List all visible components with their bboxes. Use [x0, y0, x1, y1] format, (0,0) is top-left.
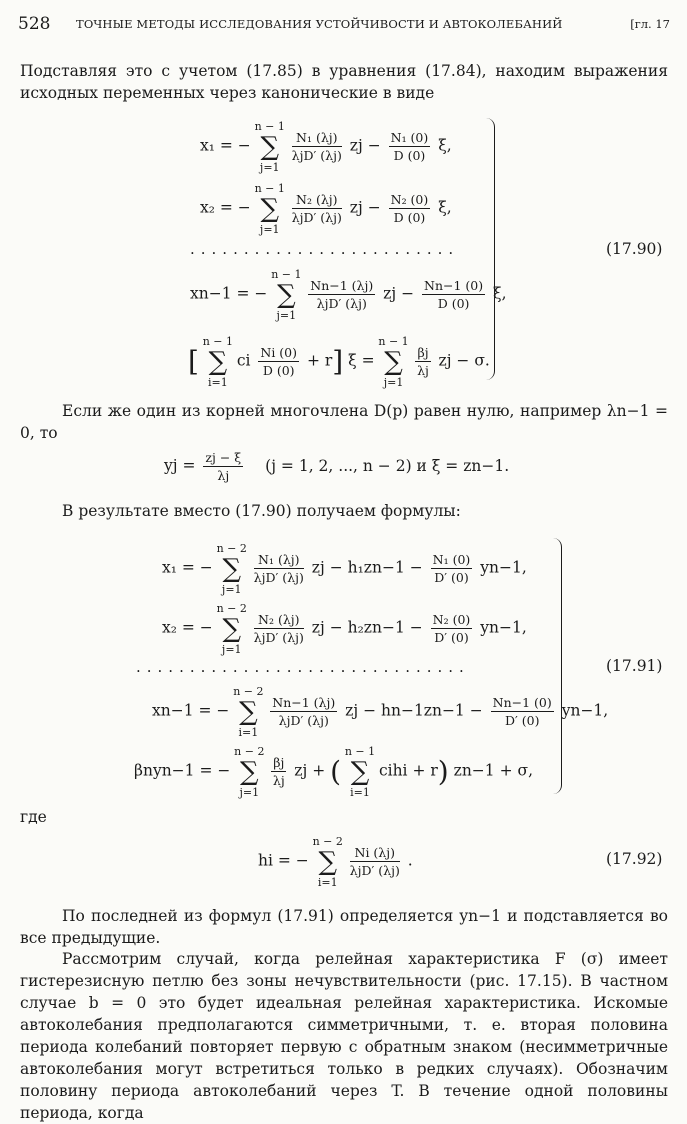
ellipsis-row: ......................... — [190, 240, 460, 258]
equation-beta-n: βnyn−1 = − n − 2 ∑ j=1 $\frac{\beta j}{\lambda j}$ zj + ( n − 1 ∑ i=1 cihi + r) zn−1 + σ, — [134, 744, 534, 799]
word-where: где — [20, 808, 47, 826]
equation-xn1-b: xn−1 = − n − 2 ∑ i=1 $\frac{Nn-1 (\lambda j)}{\text{λjD′ (λj)}}$ zj − hn−1zn−1 − $\frac{Nn-1 (0)}{D' (0)}$ yn−1, — [152, 684, 609, 739]
running-title: ТОЧНЫЕ МЕТОДЫ ИССЛЕДОВАНИЯ УСТОЙЧИВОСТИ И АВТОКОЛЕБАНИЙ — [76, 17, 563, 31]
equation-x2-b: x₂ = − n − 2 ∑ j=1 $\frac{\text{N₂ (λj)}}{\text{λjD′ (λj)}}$ zj − h₂zn−1 − $\frac{\text{N₂ (0)}}{D' (0)}$ yn−1, — [162, 601, 527, 656]
page-header — [18, 14, 670, 38]
paragraph-consider: Рассмотрим случай, когда релейная характеристика F (σ) имеет гистерезисную петлю без зоны нечувствительности (рис. 17.15). В частном случае b = 0 это будет идеальная релейная характеристика. Искомые автоколебания предполагаются симметричными, т. е. вторая половина периода колебаний повторяет первую с обратным знаком (несимметричные автоколебания могут встретиться только в редких случаях). Обозначим половину периода автоколебаний через T. В течение одной половины периода, когда — [20, 950, 668, 1122]
equation-yj: yj = $\frac{zj - \xi}{\lambda j}$ (j = 1, 2, ..., n − 2) и ξ = zn−1. — [164, 450, 510, 483]
eq-number-17-91: (17.91) — [606, 657, 663, 675]
equation-x1-b: x₁ = − n − 2 ∑ j=1 $\frac{\text{N₁ (λj)}}{\text{λjD′ (λj)}}$ zj − h₁zn−1 − $\frac{\text{N₁ (0)}}{D' (0)}$ yn−1, — [162, 541, 527, 596]
eq-number-17-92: (17.92) — [606, 850, 663, 868]
equation-hi: hi = − n − 2 ∑ i=1 $\frac{Ni (\lambda j)}{\text{λjD′ (λj)}}$ . — [258, 834, 413, 889]
paragraph-root-zero: Если же один из корней многочлена D(p) равен нулю, например λn−1 = 0, то — [20, 402, 668, 442]
brace-17-91 — [553, 538, 562, 794]
equation-xi: [ n − 1 ∑ i=1 ci $\frac{Ni (0)}{D (0)}$ + r] ξ = n − 1 ∑ j=1 $\frac{\beta j}{\lambda j}$ zj − σ. — [188, 334, 490, 389]
page-number: 528 — [18, 14, 51, 34]
equation-xn1: xn−1 = − n − 1 ∑ j=1 $\frac{Nn-1 (\lambda j)}{\text{λjD′ (λj)}}$ zj − $\frac{Nn-1 (0)}{D (0)}$ ξ, — [190, 267, 507, 322]
paragraph-result: В результате вместо (17.90) получаем формулы: — [62, 502, 461, 520]
chapter-label: [гл. 17 — [630, 17, 670, 31]
eq-number-17-90: (17.90) — [606, 240, 663, 258]
paragraph-from-last: По последней из формул (17.91) определяется yn−1 и подставляется во все предыдущие. — [20, 907, 668, 947]
brace-17-90 — [486, 118, 495, 380]
equation-x1: x₁ = − n − 1 ∑ j=1 $\frac{\text{N₁ (λj)}}{\text{λjD′ (λj)}}$ zj − $\frac{\text{N₁ (0)}}{D (0)}$ ξ, — [200, 119, 452, 174]
paragraph-intro: Подставляя это с учетом (17.85) в уравнения (17.84), находим выражения исходных переменных через канонические в виде — [20, 62, 668, 102]
equation-x2: x₂ = − n − 1 ∑ j=1 $\frac{\text{N₂ (λj)}}{\text{λjD′ (λj)}}$ zj − $\frac{\text{N₂ (0)}}{D (0)}$ ξ, — [200, 181, 452, 236]
ellipsis-row-b: ............................... — [136, 658, 470, 676]
